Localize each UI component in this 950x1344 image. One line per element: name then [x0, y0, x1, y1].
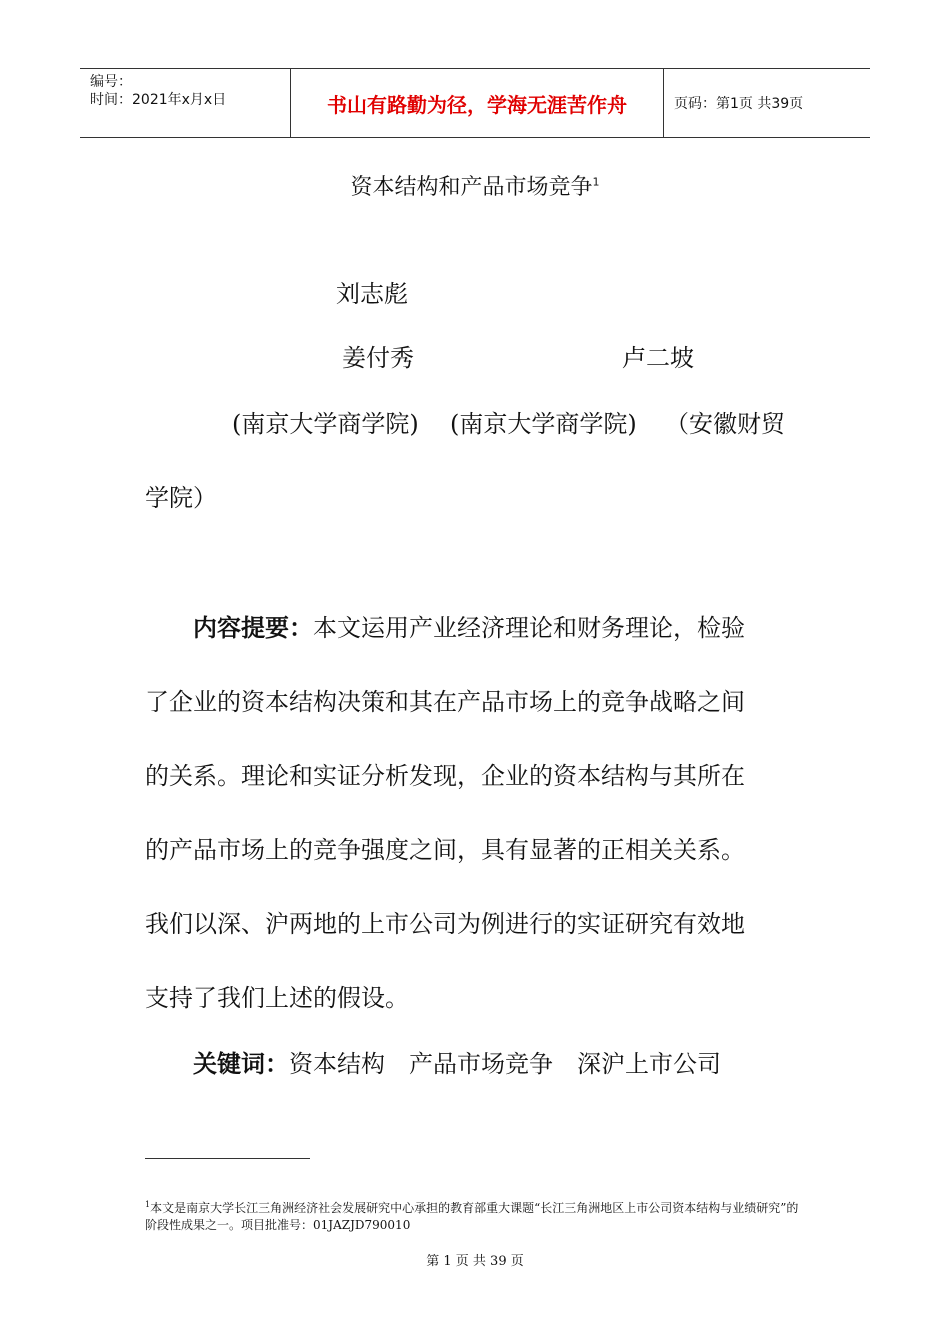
affiliation-3: （安徽财贸: [665, 410, 785, 438]
footnote-text: 本文是南京大学长江三角洲经济社会发展研究中心承担的教育部重大课题“长江三角洲地区上市公司资本结构与业绩研究”的阶段性成果之一。项目批准号：01JAZJD790010: [145, 1201, 799, 1232]
affiliation-3-cont: 学院）: [145, 484, 217, 512]
abstract-heading: 内容提要：: [193, 614, 313, 642]
page-footer: 第 1 页 共 39 页: [426, 1254, 524, 1269]
abstract-text-1: 本文运用产业经济理论和财务理论，检验: [313, 614, 745, 642]
header-meta: [80, 69, 290, 137]
footnote: [145, 1196, 810, 1234]
footnote-separator: [145, 1158, 310, 1159]
header-time: 时间：2021年x月x日: [90, 92, 227, 108]
author-2: 姜付秀: [342, 344, 414, 372]
title-footnote-mark: 1: [592, 175, 600, 189]
keywords-heading: 关键词：: [193, 1050, 289, 1078]
abstract-line-4: 的产品市场上的竞争强度之间，具有显著的正相关关系。: [145, 836, 745, 864]
header-table: [80, 68, 870, 138]
keywords-text: 资本结构 产品市场竞争 深沪上市公司: [289, 1050, 721, 1078]
header-motto: 书山有路勤为径，学海无涯苦作舟: [290, 69, 664, 137]
abstract-line-3: 的关系。理论和实证分析发现，企业的资本结构与其所在: [145, 762, 745, 790]
header-number: 编号：: [90, 74, 132, 90]
keywords-line: [193, 1044, 721, 1079]
title-text: 资本结构和产品市场竞争: [350, 175, 593, 200]
affiliation-1: (南京大学商学院): [232, 410, 419, 438]
header-page-info: 页码：第1页 共39页: [674, 96, 804, 112]
abstract-line-5: 我们以深、沪两地的上市公司为例进行的实证研究有效地: [145, 910, 745, 938]
author-3: 卢二坡: [622, 344, 694, 372]
author-1: 刘志彪: [336, 280, 408, 308]
abstract-line-2: 了企业的资本结构决策和其在产品市场上的竞争战略之间: [145, 688, 745, 716]
abstract-line-6: 支持了我们上述的假设。: [145, 984, 409, 1012]
abstract-line-1: [193, 608, 745, 643]
affiliation-2: (南京大学商学院): [450, 410, 637, 438]
footnote-mark: 1: [145, 1200, 151, 1209]
document-title: [0, 170, 950, 201]
